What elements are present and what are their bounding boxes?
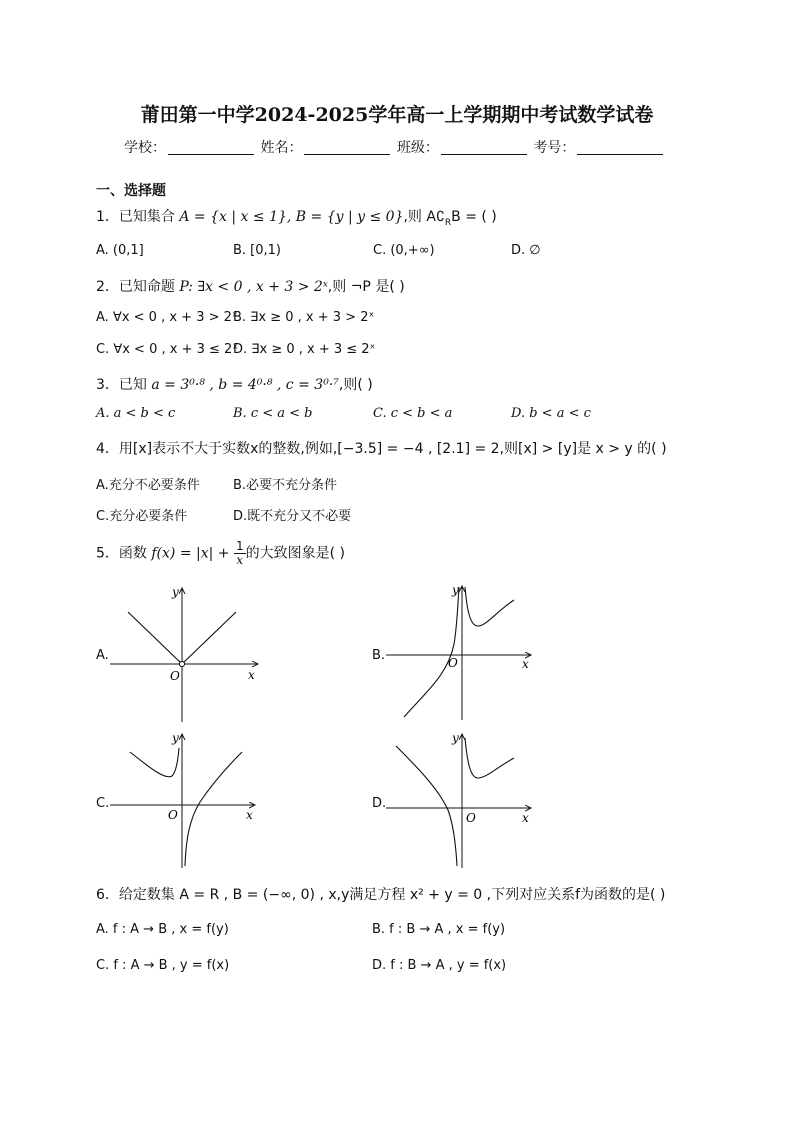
q4-option-c[interactable]: C.充分必要条件 bbox=[96, 509, 188, 524]
q3-option-a[interactable]: A. a < b < c bbox=[96, 406, 176, 421]
q3-option-b[interactable]: B. c < a < b bbox=[233, 406, 313, 421]
q1-tail-sub: R bbox=[444, 217, 452, 228]
q6-option-d[interactable]: D. f : B → A , y = f(x) bbox=[372, 958, 507, 973]
name-field[interactable] bbox=[304, 142, 390, 155]
q5-option-a-label[interactable]: A. bbox=[96, 648, 109, 663]
question-2 bbox=[96, 276, 405, 296]
x-label: x bbox=[522, 657, 529, 671]
q3-option-d[interactable]: D. b < a < c bbox=[511, 406, 591, 421]
q1-tail2: B = ( ) bbox=[451, 209, 497, 225]
question-4: 4．用[x]表示不大于实数x的整数,例如,[−3.5] = −4 , [2.1] = 2,则[x] > [y]是 x > y 的( ) bbox=[96, 441, 667, 457]
q5-frac-num: 1 bbox=[235, 539, 244, 553]
y-label: y bbox=[172, 585, 179, 599]
question-3 bbox=[96, 374, 373, 394]
q5-frac-den: x bbox=[236, 553, 244, 567]
q6-option-a[interactable]: A. f : A → B , x = f(y) bbox=[96, 922, 229, 937]
q5-option-b-label[interactable]: B. bbox=[372, 648, 386, 663]
origin-label: O bbox=[170, 669, 180, 683]
origin-label: O bbox=[466, 811, 476, 825]
q6-option-b[interactable]: B. f : B → A , x = f(y) bbox=[372, 922, 506, 937]
q5-math: f(x) = |x| + bbox=[151, 545, 230, 562]
q3-tail: ,则( ) bbox=[338, 377, 373, 393]
q4-option-d[interactable]: D.既不充分又不必要 bbox=[233, 509, 352, 524]
x-label: x bbox=[246, 808, 253, 822]
curve-left bbox=[404, 587, 459, 717]
q1-option-d[interactable]: D. ∅ bbox=[511, 243, 541, 258]
name-label: 姓名： bbox=[260, 140, 303, 156]
q1-stem: 1．已知集合 bbox=[96, 209, 175, 225]
q4-option-a[interactable]: A.充分不必要条件 bbox=[96, 478, 200, 493]
q5-fraction bbox=[234, 540, 246, 567]
class-label: 班级： bbox=[396, 140, 439, 156]
page-title: 莆田第一中学2024-2025学年高一上学期期中考试数学试卷 bbox=[140, 104, 654, 126]
q1-option-c[interactable]: C. (0,+∞) bbox=[373, 243, 435, 258]
q2-option-b[interactable]: B. ∃x ≥ 0 , x + 3 > 2ˣ bbox=[233, 310, 375, 325]
id-field[interactable] bbox=[577, 142, 663, 155]
q5-graph-b[interactable] bbox=[386, 582, 536, 727]
q2-math: P: ∃x < 0 , x + 3 > 2ˣ bbox=[179, 279, 328, 295]
q5-option-d-label[interactable]: D. bbox=[372, 796, 387, 811]
q5-stem: 5．函数 bbox=[96, 545, 147, 562]
q1-option-b[interactable]: B. [0,1) bbox=[233, 243, 282, 258]
q2-option-c[interactable]: C. ∀x < 0 , x + 3 ≤ 2ˣ bbox=[96, 342, 239, 357]
q5-option-c-label[interactable]: C. bbox=[96, 796, 110, 811]
q2-option-d[interactable]: D. ∃x ≥ 0 , x + 3 ≤ 2ˣ bbox=[233, 342, 376, 357]
school-field[interactable] bbox=[168, 142, 254, 155]
student-info bbox=[124, 137, 665, 157]
q5-graph-a[interactable] bbox=[110, 582, 270, 727]
school-label: 学校： bbox=[124, 140, 166, 156]
curve-left bbox=[130, 748, 179, 777]
q2-stem: 2．已知命题 bbox=[96, 279, 175, 295]
q2-option-a[interactable]: A. ∀x < 0 , x + 3 > 2ˣ bbox=[96, 310, 238, 325]
y-label: y bbox=[172, 731, 179, 745]
q5-graph-d[interactable] bbox=[386, 730, 536, 870]
curve-right bbox=[465, 738, 514, 778]
q3-math: a = 3⁰·⁸ , b = 4⁰·⁸ , c = 3⁰·⁷ bbox=[151, 377, 339, 393]
curve-left bbox=[396, 746, 457, 866]
curve-right bbox=[185, 752, 242, 866]
question-1 bbox=[96, 206, 497, 228]
q4-option-b[interactable]: B.必要不充分条件 bbox=[233, 478, 338, 493]
origin-label: O bbox=[168, 808, 178, 822]
q3-stem: 3．已知 bbox=[96, 377, 147, 393]
x-label: x bbox=[248, 668, 255, 682]
q2-tail: ,则 ¬P 是( ) bbox=[327, 279, 405, 295]
q1-math: A = {x | x ≤ 1}, B = {y | y ≤ 0} bbox=[179, 209, 404, 225]
y-label: y bbox=[452, 583, 459, 597]
question-5 bbox=[96, 540, 345, 567]
id-label: 考号： bbox=[533, 140, 576, 156]
q1-option-a[interactable]: A. (0,1] bbox=[96, 243, 144, 258]
question-6: 6．给定数集 A = R , B = (−∞, 0) , x,y满足方程 x² + y = 0 ,下列对应关系f为函数的是( ) bbox=[96, 887, 666, 903]
curve-right bbox=[465, 587, 514, 626]
q1-tail: ,则 A∁ bbox=[403, 209, 445, 225]
section-heading: 一、选择题 bbox=[96, 183, 166, 199]
q3-option-c[interactable]: C. c < b < a bbox=[373, 406, 453, 421]
hollow-point bbox=[179, 661, 184, 666]
q5-tail: 的大致图象是( ) bbox=[245, 545, 345, 562]
class-field[interactable] bbox=[441, 142, 527, 155]
q5-graph-c[interactable] bbox=[110, 730, 260, 870]
y-label: y bbox=[452, 731, 459, 745]
q6-option-c[interactable]: C. f : A → B , y = f(x) bbox=[96, 958, 230, 973]
x-label: x bbox=[522, 811, 529, 825]
origin-label: O bbox=[448, 656, 458, 670]
